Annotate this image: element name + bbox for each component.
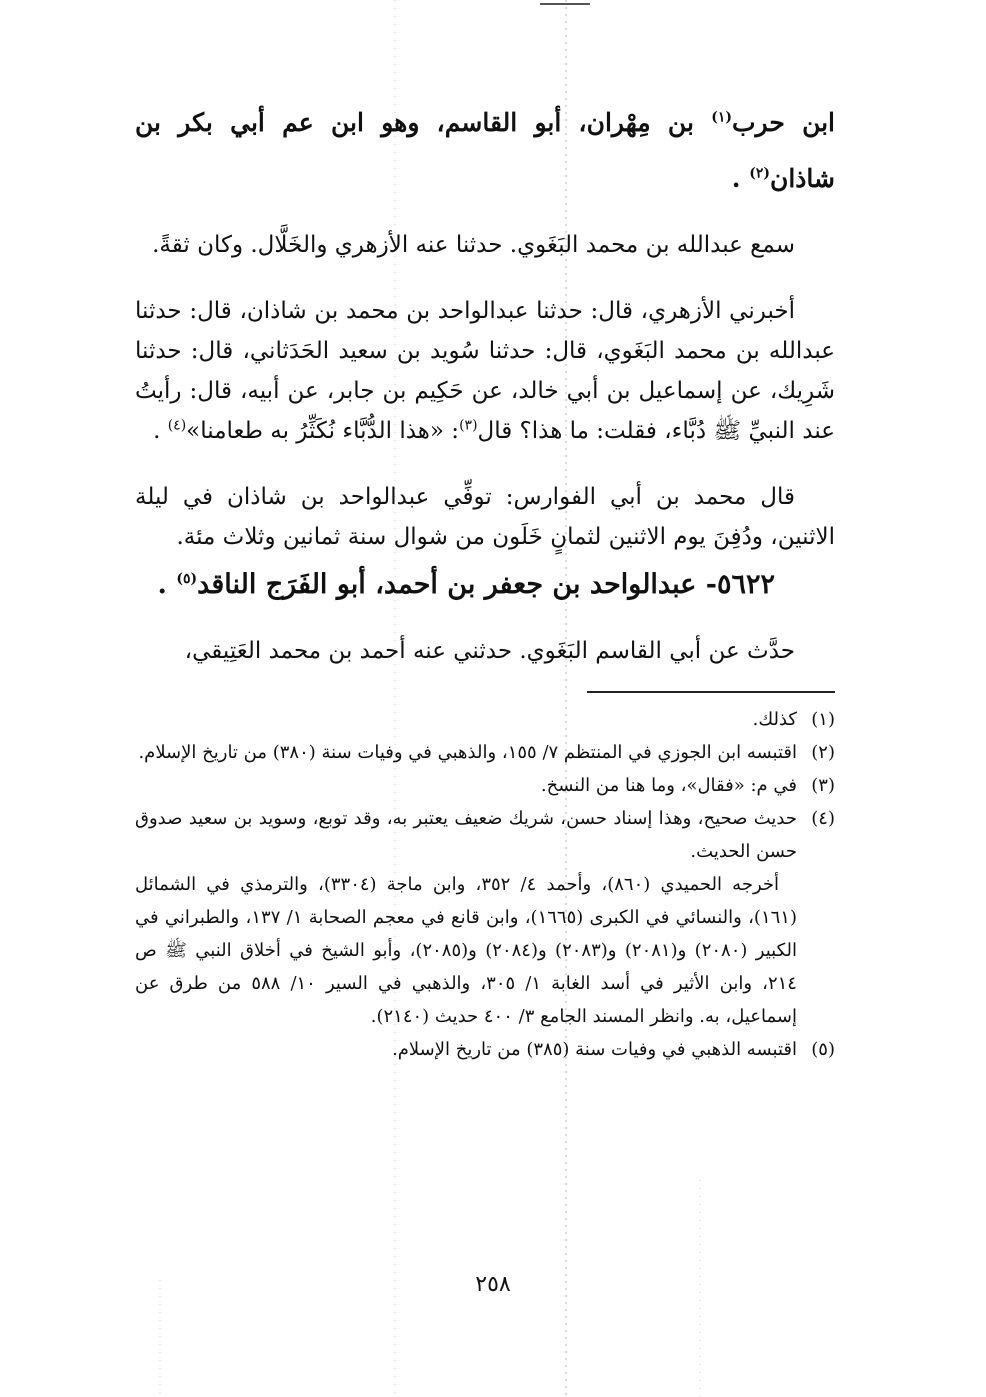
footnote-number: (٤) xyxy=(811,808,835,829)
footnote-ref-5: (٥) xyxy=(176,571,198,587)
footnote-number: (٢) xyxy=(811,742,835,763)
paragraph-death-date: قال محمد بن أبي الفوارس: توفِّي عبدالواحد بن شاذان في ليلة الاثنين، ودُفِنَ يوم الاثنين لثمانٍ خَلَون من شوال سنة ثمانين وثلاث مئة. xyxy=(135,484,835,550)
entry-title: ٥٦٢٢- عبدالواحد بن جعفر بن أحمد، أبو الفَرَج الناقد$^{(٥)}$ . xyxy=(157,569,775,600)
book-page xyxy=(135,95,835,1066)
footnote-text: اقتبسه الذهبي في وفيات سنة (٣٨٥) من تاريخ الإسلام. xyxy=(392,1039,797,1060)
footnote-text: اقتبسه ابن الجوزي في المنتظم ٧/ ١٥٥، والذهبي في وفيات سنة (٣٨٠) من تاريخ الإسلام. xyxy=(138,742,797,763)
footnote-number: (٣) xyxy=(811,775,835,796)
footnote-number: (٥) xyxy=(811,1039,835,1060)
footnote-ref-4: (٤) xyxy=(167,417,187,434)
footnotes xyxy=(135,703,835,1066)
page-number: ٢٥٨ xyxy=(475,1272,511,1297)
footnote xyxy=(135,802,835,868)
footnote-ref-3: (٣) xyxy=(459,417,478,434)
footnote-continuation: أخرجه الحميدي (٨٦٠)، وأحمد ٤/ ٣٥٢، وابن ماجة (٣٣٠٤)، والترمذي في الشمائل (١٦١)، والنسائي في الكبرى (١٦٦٥)، وابن قانع في معجم الصحابة ١/ ١٣٧، والطبراني في الكبير (٢٠٨٠) و(٢٠٨١) و(٢٠٨٣) و(٢٠٨٤) و(٢٠٨٥)، وأبو الشيخ في أخلاق النبي ﷺ ص ٢١٤، وابن الأثير في أسد الغابة ١/ ٣٠٥، والذهبي في السير ١٠/ ٥٨٨ من طرق عن إسماعيل، به. وانظر المسند الجامع ٣/ ٤٠٠ حديث (٢١٤٠). xyxy=(135,874,798,1027)
footnote-number: (١) xyxy=(811,709,835,730)
continued-entry-heading: ابن حرب$^{(١)}$ بن مِهْران، أبو القاسم، وهو ابن عم أبي بكر بن شاذان$^{(٢)}$ . xyxy=(135,108,836,193)
footnote-text: حديث صحيح، وهذا إسناد حسن، شريك ضعيف يعتبر به، وقد توبع، وسويد بن سعيد صدوق حسن الحديث. xyxy=(135,808,797,862)
footnote-separator xyxy=(587,691,835,693)
footnote-ref-2: (٢) xyxy=(749,165,770,182)
footnote xyxy=(135,1033,835,1066)
paragraph-hearing: سمع عبدالله بن محمد البَغَوي. حدثنا عنه الأزهري والخَلَّال. وكان ثقةً. xyxy=(152,232,795,258)
paragraph-hadith-chain: أخبرني الأزهري، قال: حدثنا عبدالواحد بن محمد بن شاذان، قال: حدثنا عبدالله بن محمد البَغَوي، قال: حدثنا سُويد بن سعيد الحَدَثاني، قال: حدثنا شَرِيك، عن إسماعيل بن أبي خالد، عن حَكِيم بن جابر، عن أبيه، قال: رأيتُ عند النبيِّ ﷺ دُبَّاء، فقلت: ما هذا؟ قال$^{(٣)}$: «هذا الدُّبَّاء نُكَثِّرُ به طعامنا»$^{(٤)}$ . xyxy=(135,298,835,444)
footnote-text: كذلك. xyxy=(752,709,797,730)
footnote xyxy=(135,769,835,802)
footnote-ref-1: (١) xyxy=(711,109,732,126)
paragraph-narration: حدَّث عن أبي القاسم البَغَوي. حدثني عنه أحمد بن محمد العَتِيقي، xyxy=(184,638,795,664)
footnote-text: في م: «فقال»، وما هنا من النسخ. xyxy=(540,775,797,796)
footnote xyxy=(135,703,835,736)
footnote xyxy=(135,736,835,769)
